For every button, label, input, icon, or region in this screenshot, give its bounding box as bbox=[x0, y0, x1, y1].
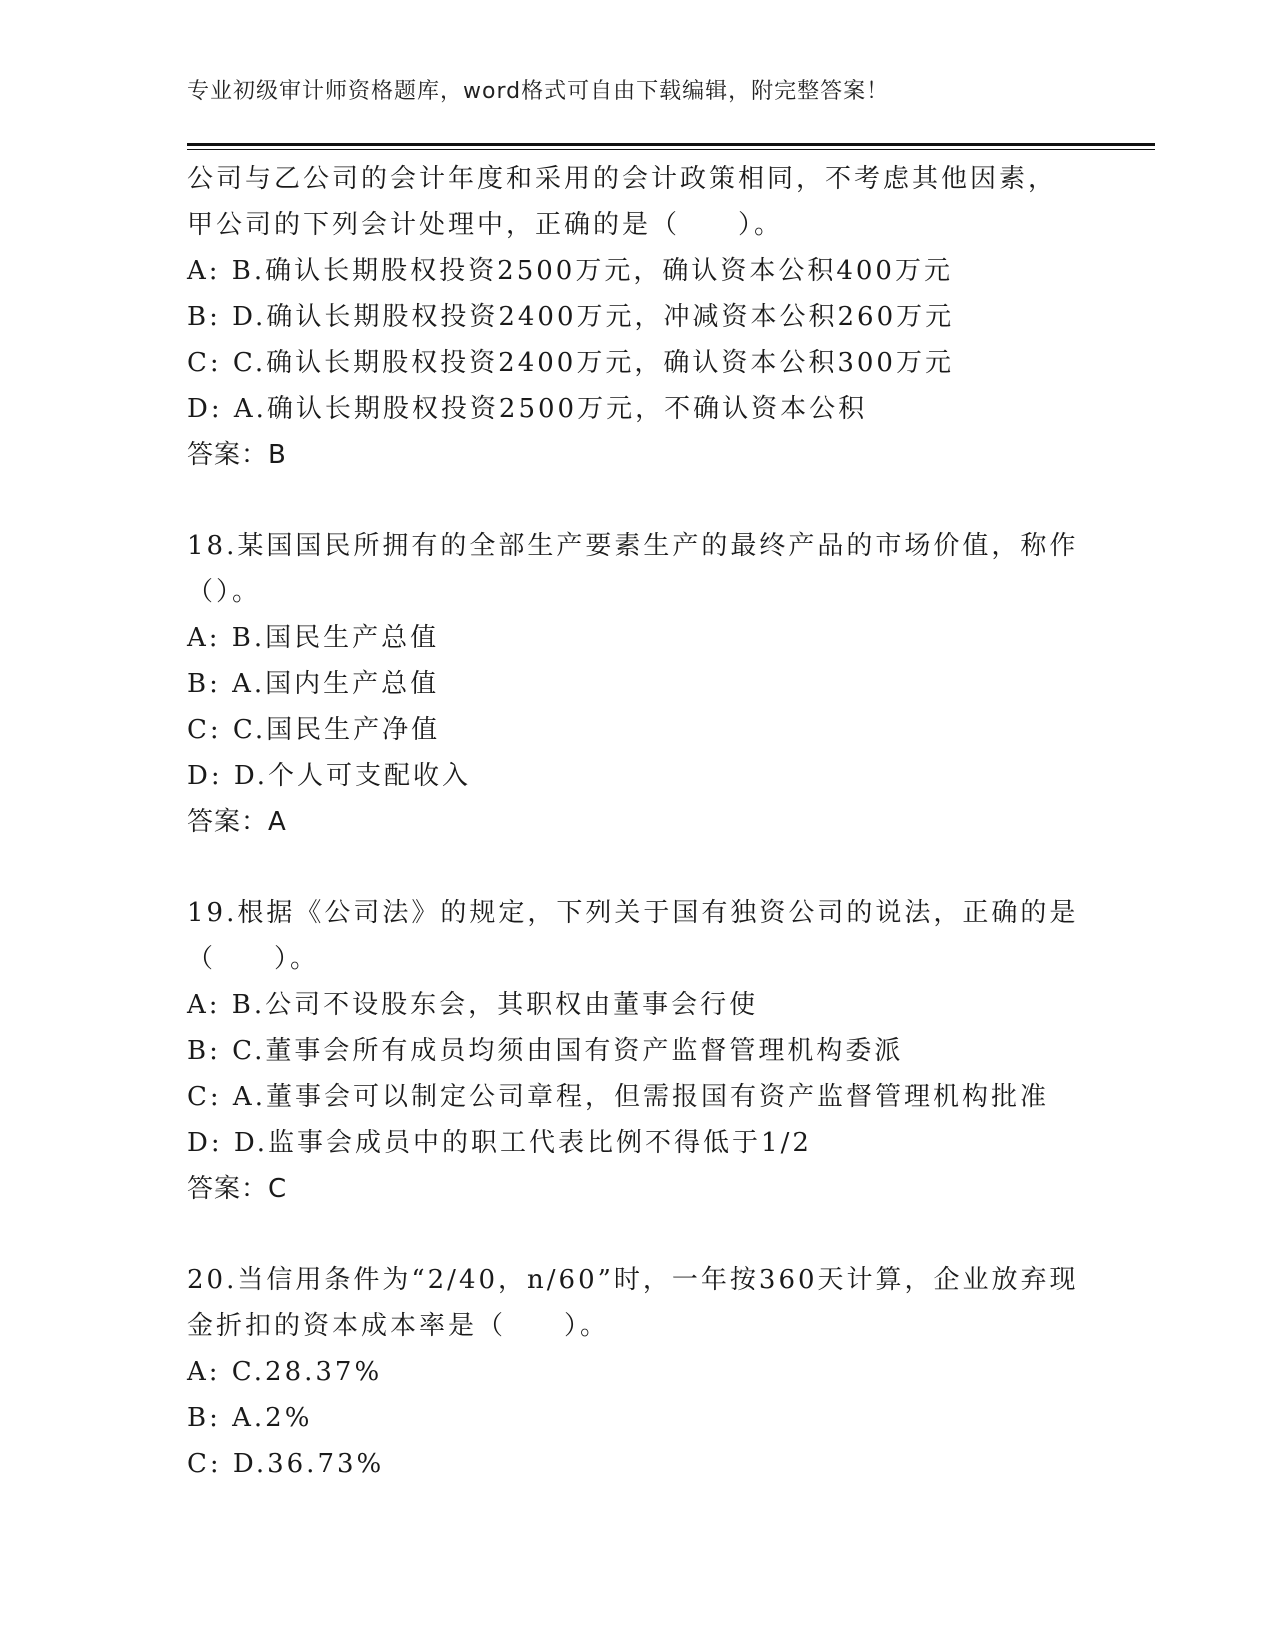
question-19 bbox=[187, 890, 1087, 1212]
spacer bbox=[187, 845, 1087, 890]
question-text-line: 甲公司的下列会计处理中，正确的是（ ）。 bbox=[187, 210, 784, 240]
spacer bbox=[187, 1212, 1087, 1257]
option-d: D: D.个人可支配收入 bbox=[187, 761, 472, 791]
option-a: A: B.公司不设股东会，其职权由董事会行使 bbox=[187, 990, 759, 1020]
option-d: D: D.监事会成员中的职工代表比例不得低于1/2 bbox=[187, 1128, 812, 1158]
header-rule-thick bbox=[187, 143, 1155, 146]
answer-label: 答案：C bbox=[187, 1174, 288, 1204]
question-20 bbox=[187, 1257, 1087, 1487]
option-b: B: D.确认长期股权投资2400万元，冲减资本公积260万元 bbox=[187, 302, 955, 332]
option-a: A: C.28.37% bbox=[187, 1357, 383, 1387]
answer-label: 答案：A bbox=[187, 807, 287, 837]
page-header: 专业初级审计师资格题库，word格式可自由下载编辑，附完整答案！ bbox=[187, 79, 890, 104]
option-a: A: B.确认长期股权投资2500万元，确认资本公积400万元 bbox=[187, 256, 953, 286]
question-text-line: （ ）。 bbox=[187, 944, 320, 974]
option-b: B: A.2% bbox=[187, 1403, 313, 1433]
spacer bbox=[187, 478, 1087, 523]
option-b: B: C.董事会所有成员均须由国有资产监督管理机构委派 bbox=[187, 1036, 904, 1066]
option-c: C: C.国民生产净值 bbox=[187, 715, 441, 745]
option-c: C: A.董事会可以制定公司章程，但需报国有资产监督管理机构批准 bbox=[187, 1082, 1049, 1112]
header-rule-thin bbox=[187, 149, 1155, 150]
option-d: D: A.确认长期股权投资2500万元，不确认资本公积 bbox=[187, 394, 868, 424]
option-c: C: C.确认长期股权投资2400万元，确认资本公积300万元 bbox=[187, 348, 954, 378]
question-text-line: 20.当信用条件为“2/40，n/60”时，一年按360天计算，企业放弃现 bbox=[187, 1265, 1079, 1295]
question-text-line: （）。 bbox=[187, 577, 262, 607]
question-text-line: 金折扣的资本成本率是（ ）。 bbox=[187, 1311, 610, 1341]
answer-label: 答案：B bbox=[187, 440, 287, 470]
question-continued bbox=[187, 156, 1087, 478]
option-a: A: B.国民生产总值 bbox=[187, 623, 440, 653]
question-text-line: 18.某国国民所拥有的全部生产要素生产的最终产品的市场价值，称作 bbox=[187, 531, 1079, 561]
question-18 bbox=[187, 523, 1087, 845]
question-text-line: 19.根据《公司法》的规定，下列关于国有独资公司的说法，正确的是 bbox=[187, 898, 1079, 928]
question-content bbox=[187, 156, 1087, 1487]
option-c: C: D.36.73% bbox=[187, 1449, 385, 1479]
question-text-line: 公司与乙公司的会计年度和采用的会计政策相同，不考虑其他因素， bbox=[187, 164, 1058, 194]
option-b: B: A.国内生产总值 bbox=[187, 669, 440, 699]
